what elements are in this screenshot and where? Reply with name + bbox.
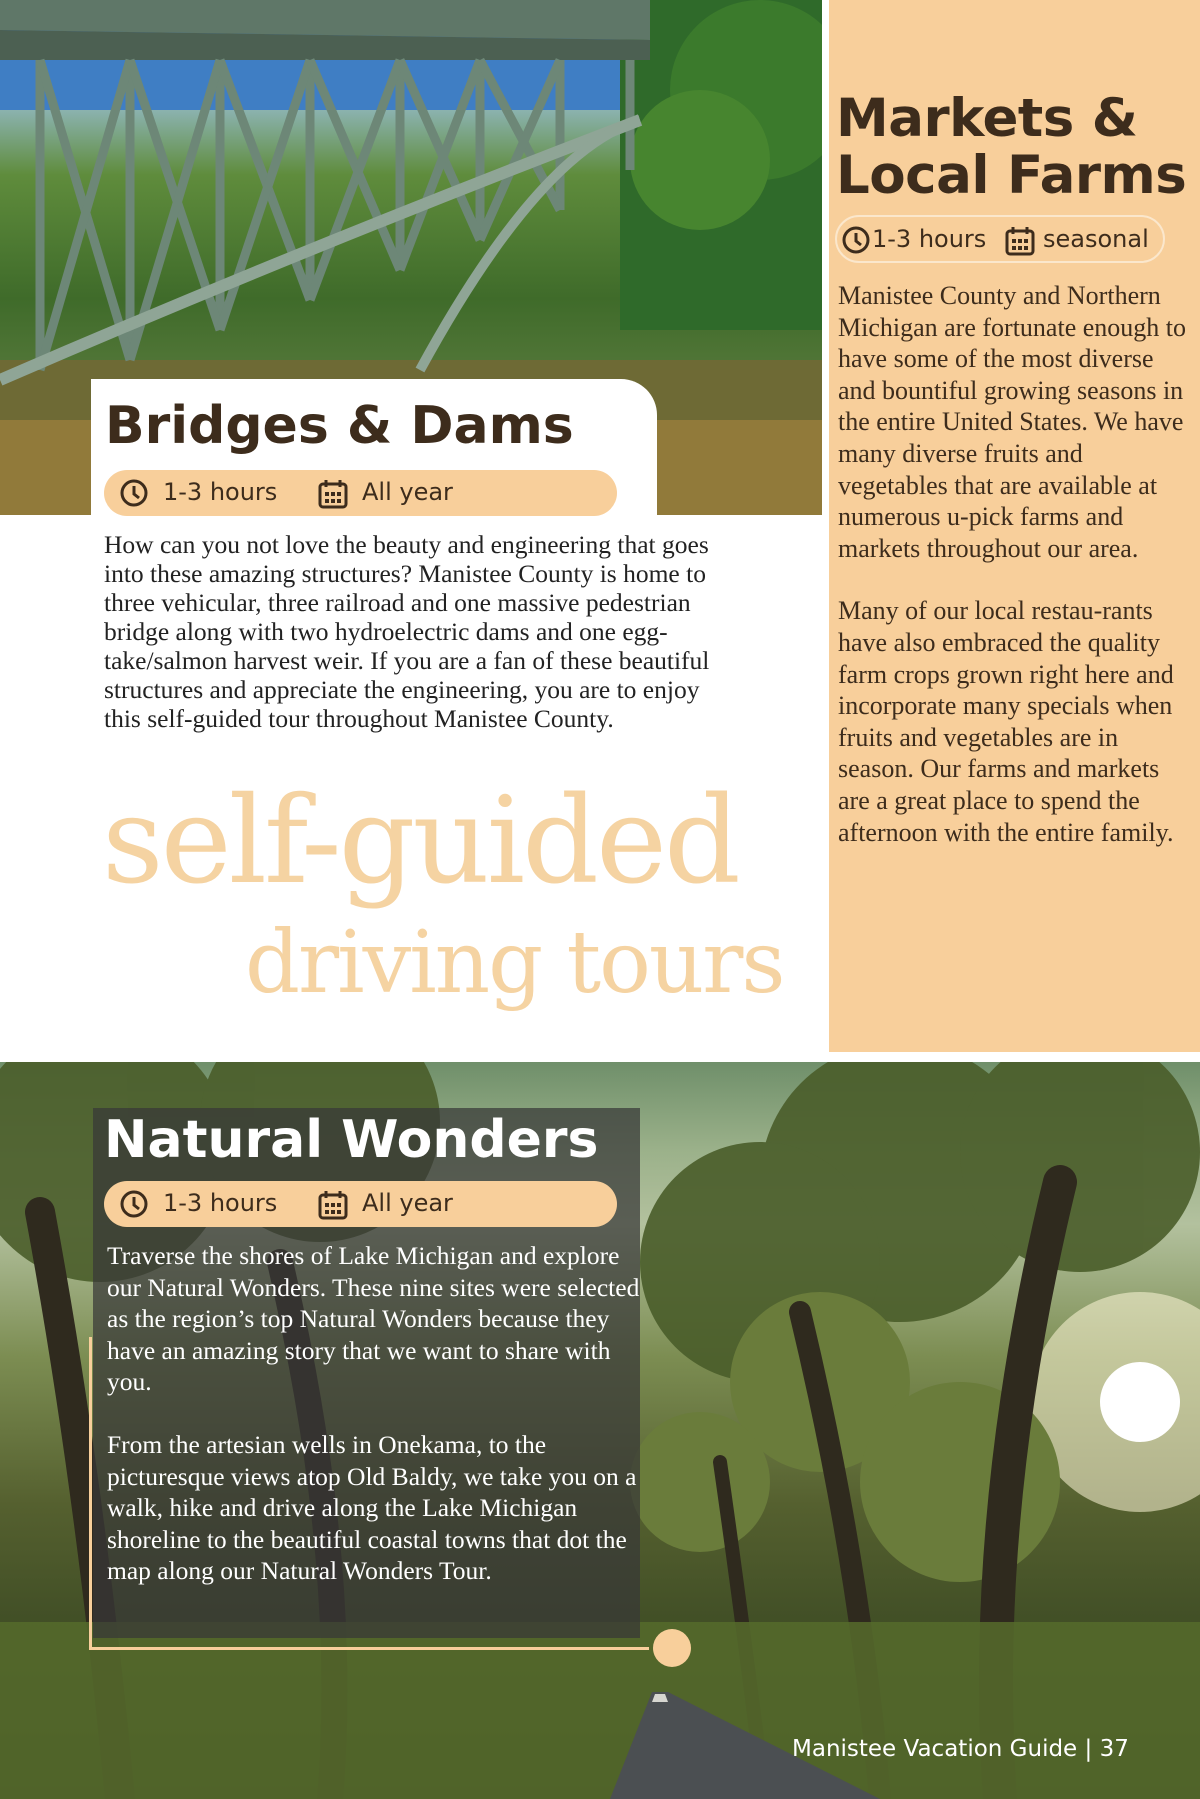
calendar-icon (318, 479, 348, 509)
bridges-title: Bridges & Dams (105, 396, 574, 456)
decorative-vertical-line (89, 1337, 92, 1650)
clock-icon (119, 478, 149, 508)
markets-body (838, 280, 1188, 879)
nature-body (107, 1240, 642, 1618)
tagline-line-1: self-guided (102, 772, 738, 911)
decorative-dot (653, 1629, 691, 1667)
markets-duration: 1-3 hours (872, 225, 987, 253)
nature-paragraph-2: From the artesian wells in Onekama, to the picturesque views atop Old Baldy, we take you on a walk, hike and drive along the Lake Michigan shoreline to the beautiful coastal towns that dot the map along our Natural Wonders Tour. (107, 1429, 637, 1586)
page-number: 37 (1099, 1736, 1129, 1762)
nature-paragraph-1: Traverse the shores of Lake Michigan and explore our Natural Wonders. These nine sites were selected as the region’s top Natural Wonders because they have an amazing story that we want to share with you. (107, 1241, 640, 1397)
markets-season: seasonal (1043, 225, 1149, 253)
calendar-icon (1005, 226, 1035, 256)
markets-paragraph-2: Many of our local restau-rants have also embraced the quality farm crops grown right here and incorporate many specials when fruits and vegetables are in season. Our farms and markets are a great place to spend the afternoon with the entire family. (838, 596, 1174, 847)
nature-duration: 1-3 hours (163, 1189, 278, 1217)
footer-separator: | (1084, 1736, 1093, 1762)
tagline-line-2: driving tours (245, 913, 784, 1013)
nature-title: Natural Wonders (104, 1110, 599, 1170)
markets-paragraph-1: Manistee County and Northern Michigan are fortunate enough to have some of the most diverse and bountiful growing seasons in the entire United States. We have many diverse fruits and vegetables that are available at numerous u-pick farms and markets throughout our area. (838, 281, 1186, 563)
bridges-body: How can you not love the beauty and engineering that goes into these amazing structures? Manistee County is home to three vehicular, three railroad and one massive pedestrian bridge along with two hydroelectric dams and one egg-take/salmon harvest weir. If you are a fan of these beautiful structures and appreciate the engineering, you are to enjoy this self-guided tour throughout Manistee County. (104, 530, 710, 733)
nature-season: All year (362, 1189, 453, 1217)
markets-title: Markets & Local Farms (836, 88, 1187, 206)
bridges-season: All year (362, 478, 453, 506)
calendar-icon (318, 1190, 348, 1220)
clock-icon (841, 225, 871, 255)
bridges-duration: 1-3 hours (163, 478, 278, 506)
page-footer (792, 1736, 1129, 1762)
clock-icon (119, 1189, 149, 1219)
decorative-horizontal-line (89, 1647, 649, 1650)
publication-name: Manistee Vacation Guide (792, 1736, 1078, 1762)
